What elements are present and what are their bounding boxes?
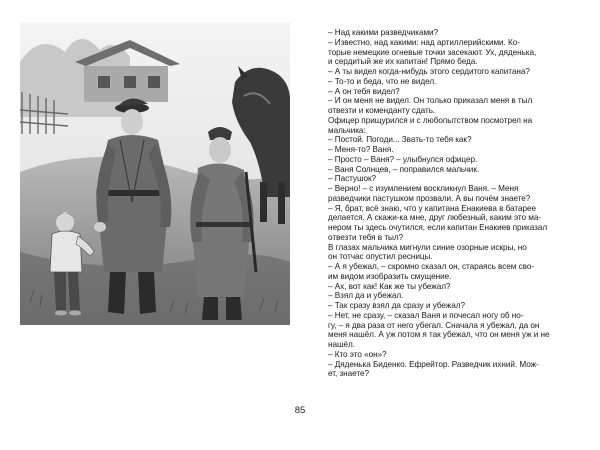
text-line: – Меня-то? Ваня. bbox=[328, 145, 394, 154]
text-line: – Известно, над какими: над артиллерийскими. Ко- bbox=[328, 37, 520, 47]
text-line: – Нет, не сразу, – сказал Ваня и почесал ногу об но- bbox=[328, 310, 524, 320]
text-line: отвезти и коменданту сдать. bbox=[328, 106, 436, 115]
text-line: – Дяденька Биденко. Ефрейтор. Разведчик ихний. Мож- bbox=[328, 359, 539, 369]
text-line: нером ты здесь очутился, если капитан Енакиев приказал bbox=[328, 223, 548, 232]
text-line: и сердитый же их капитан! Прямо беда. bbox=[328, 57, 478, 67]
text-line: – Пастушок? bbox=[328, 174, 377, 184]
text-line: он тотчас опустил ресницы. bbox=[328, 252, 433, 262]
text-line: – Так сразу взял да сразу и убежал? bbox=[328, 301, 465, 310]
text-line: – Верно! – с изумлением воскликнул Ваня. – Меня bbox=[328, 184, 519, 193]
text-line: ет, знаете? bbox=[328, 369, 369, 379]
text-line: – Ваня Солнцев, – поправился мальчик. bbox=[328, 164, 480, 174]
text-line: – А он тебя видел? bbox=[328, 86, 400, 96]
text-line: – Кто это «он»? bbox=[328, 349, 387, 359]
text-line: Офицер прищурился и с любопытством посмотрел на bbox=[328, 115, 533, 125]
text-line: нашёл. bbox=[328, 340, 355, 349]
text-line: мальчика: bbox=[328, 125, 366, 135]
text-line: торые немецкие огневые точки засекают. Ух, дяденька, bbox=[328, 47, 537, 57]
text-line: делается. А скажи-ка мне, друг любезный, каким это ма- bbox=[328, 213, 542, 223]
text-line: – Ах, вот как! Как же ты убежал? bbox=[328, 281, 451, 291]
text-line: В глазах мальчика мигнули синие озорные искры, но bbox=[328, 242, 527, 252]
text-line: – Я, брат, всё знаю, что у капитана Енакиева в батарее bbox=[328, 203, 537, 213]
text-column bbox=[328, 28, 590, 379]
text-line: – А ты видел когда-нибудь этого сердитого капитана? bbox=[328, 67, 530, 76]
text-line: – Просто – Ваня? – улыбнулся офицер. bbox=[328, 154, 478, 164]
text-line: разведчики пастушком прозвали. А вы почём знаете? bbox=[328, 193, 531, 203]
text-line: меня нашёл. А уж потом я так убежал, что он меня уж и не bbox=[328, 330, 550, 340]
text-line: – То-то и беда, что не видел. bbox=[328, 76, 437, 86]
page-number: 85 bbox=[294, 405, 306, 416]
illustration-soldiers-and-boy bbox=[20, 22, 290, 325]
text-line: – Над какими разведчиками? bbox=[328, 28, 439, 37]
text-line: им видом изобразить смущение. bbox=[328, 271, 452, 281]
text-line: отвезти тебя в тыл? bbox=[328, 232, 404, 242]
text-line: – А я убежал, – скромно сказал он, стараясь всем сво- bbox=[328, 262, 535, 271]
text-line: гу, – я два раза от него убегал. Сначала я убежал, да он bbox=[328, 320, 540, 330]
text-line: – Взял да и убежал. bbox=[328, 291, 404, 301]
text-line: – И он меня не видел. Он только приказал меня в тыл bbox=[328, 96, 533, 106]
text-line: – Постой. Погоди... Звать-то тебя как? bbox=[328, 135, 472, 145]
